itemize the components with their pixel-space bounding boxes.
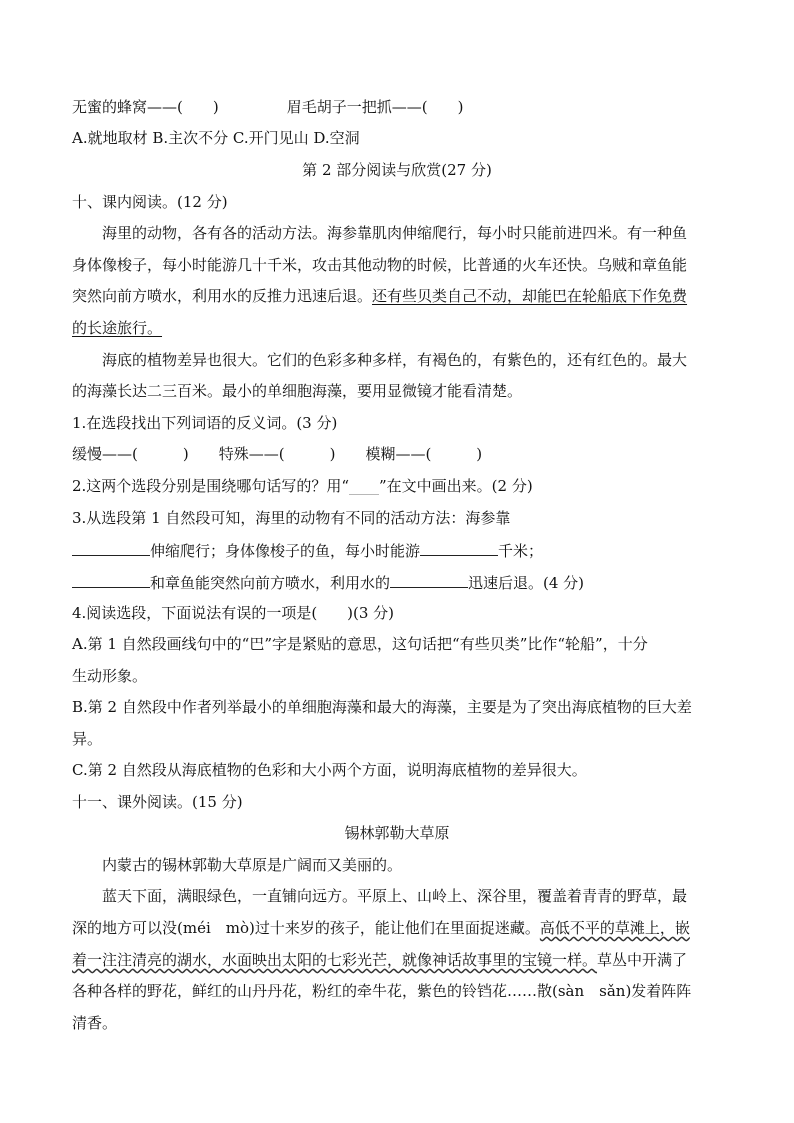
- option-b[interactable]: B.第 2 自然段中作者列举最小的单细胞海藻和最大的海藻，主要是为了突出海底植物的巨大差: [72, 698, 692, 716]
- passage-line: 的海藻长达二三百米。最小的单细胞海藻，要用显微镜才能看清楚。: [72, 382, 523, 400]
- question-1-words: [72, 444, 482, 464]
- underlined-sentence: 的长途旅行。: [72, 319, 163, 337]
- passage-line: [72, 318, 162, 338]
- passage-text: 草丛中开满了: [597, 951, 688, 969]
- passage-line: 海底的植物差异也很大。它们的色彩多种多样，有褐色的，有紫色的，还有红色的。最大: [72, 351, 688, 369]
- fill-blank-2[interactable]: [420, 539, 498, 556]
- question-3-text: 伸缩爬行；身体像梭子的鱼，每小时能游: [150, 542, 421, 560]
- option-a-cont: 生动形象。: [72, 667, 148, 685]
- question-1: 1.在选段找出下列词语的反义词。(3 分): [72, 414, 338, 432]
- passage-text: 突然向前方喷水，利用水的反推力迅速后退。: [72, 287, 373, 305]
- passage-line: [72, 950, 687, 970]
- passage-line: 蓝天下面，满眼绿色，一直铺向远方。平原上、山岭上、深谷里，覆盖着青青的野草，最: [72, 887, 688, 905]
- wavy-underlined-sentence: 着一注注清亮的湖水，水面映出太阳的七彩光芒，就像神话故事里的宝镜一样。: [72, 951, 598, 969]
- matching-item-2: 眉毛胡子一把抓——( ): [286, 98, 464, 116]
- question-3-text: 迅速后退。(4 分): [468, 574, 585, 592]
- section-10-heading: 十、课内阅读。(12 分): [72, 193, 228, 211]
- underlined-sentence: 还有些贝类自己不动，却能巴在轮船底下作免费: [372, 287, 688, 305]
- passage-line: 身体像梭子，每小时能游几十千米，攻击其他动物的时候，比普通的火车还快。乌贼和章鱼能: [72, 256, 688, 274]
- question-3-line: [72, 539, 543, 561]
- question-2: [72, 476, 533, 496]
- fill-blank-1[interactable]: [72, 539, 150, 556]
- antonym-blank-1[interactable]: 缓慢——( ): [72, 445, 189, 463]
- option-b-cont: 异。: [72, 730, 103, 748]
- passage-line: [72, 286, 687, 306]
- passage-line: 海里的动物，各有各的活动方法。海参靠肌肉伸缩爬行，每小时只能前进四米。有一种鱼: [72, 224, 688, 242]
- option-a[interactable]: A.第 1 自然段画线句中的“巴”字是紧贴的意思，这句话把“有些贝类”比作“轮船”，十分: [72, 635, 648, 653]
- part-title: 第 2 部分阅读与欣赏(27 分): [302, 161, 492, 179]
- passage-text: 深的地方可以没(méi mò)过十来岁的孩子，能让他们在里面捉迷藏。: [72, 919, 540, 937]
- passage-line: [72, 918, 690, 938]
- antonym-blank-3[interactable]: 模糊——( ): [365, 445, 483, 463]
- matching-row: [72, 97, 463, 117]
- question-2-text: ”在文中画出来。(2 分): [378, 477, 533, 495]
- question-3-text: 和章鱼能突然向前方喷水，利用水的: [150, 574, 391, 592]
- wavy-underlined-sentence: 高低不平的草滩上，嵌: [539, 919, 690, 937]
- question-3-line: [72, 571, 584, 593]
- article-title: 锡林郭勒大草原: [344, 824, 450, 842]
- passage-line: 清香。: [72, 1014, 118, 1032]
- passage-line: 各种各样的野花，鲜红的山丹丹花，粉红的牵牛花，紫色的铃铛花……散(sàn sǎn)发着阵阵: [72, 982, 692, 1000]
- matching-item-1: 无蜜的蜂窝——( ): [72, 98, 219, 116]
- question-3: 3.从选段第 1 自然段可知，海里的动物有不同的活动方法：海参靠: [72, 509, 511, 527]
- section-11-heading: 十一、课外阅读。(15 分): [72, 793, 243, 811]
- passage-line: 内蒙古的锡林郭勒大草原是广阔而又美丽的。: [72, 856, 403, 874]
- fill-blank-4[interactable]: [390, 571, 468, 588]
- question-4: 4.阅读选段，下面说法有误的一项是( )(3 分): [72, 604, 395, 622]
- fill-blank-3[interactable]: [72, 571, 150, 588]
- question-2-text: 2.这两个选段分别是围绕哪句话写的？用“: [72, 477, 349, 495]
- antonym-blank-2[interactable]: 特殊——( ): [218, 445, 336, 463]
- matching-options: A.就地取材 B.主次不分 C.开门见山 D.空洞: [72, 129, 360, 147]
- underline-mark: ____: [348, 477, 379, 495]
- option-c[interactable]: C.第 2 自然段从海底植物的色彩和大小两个方面，说明海底植物的差异很大。: [72, 761, 587, 779]
- question-3-text: 千米；: [498, 542, 544, 560]
